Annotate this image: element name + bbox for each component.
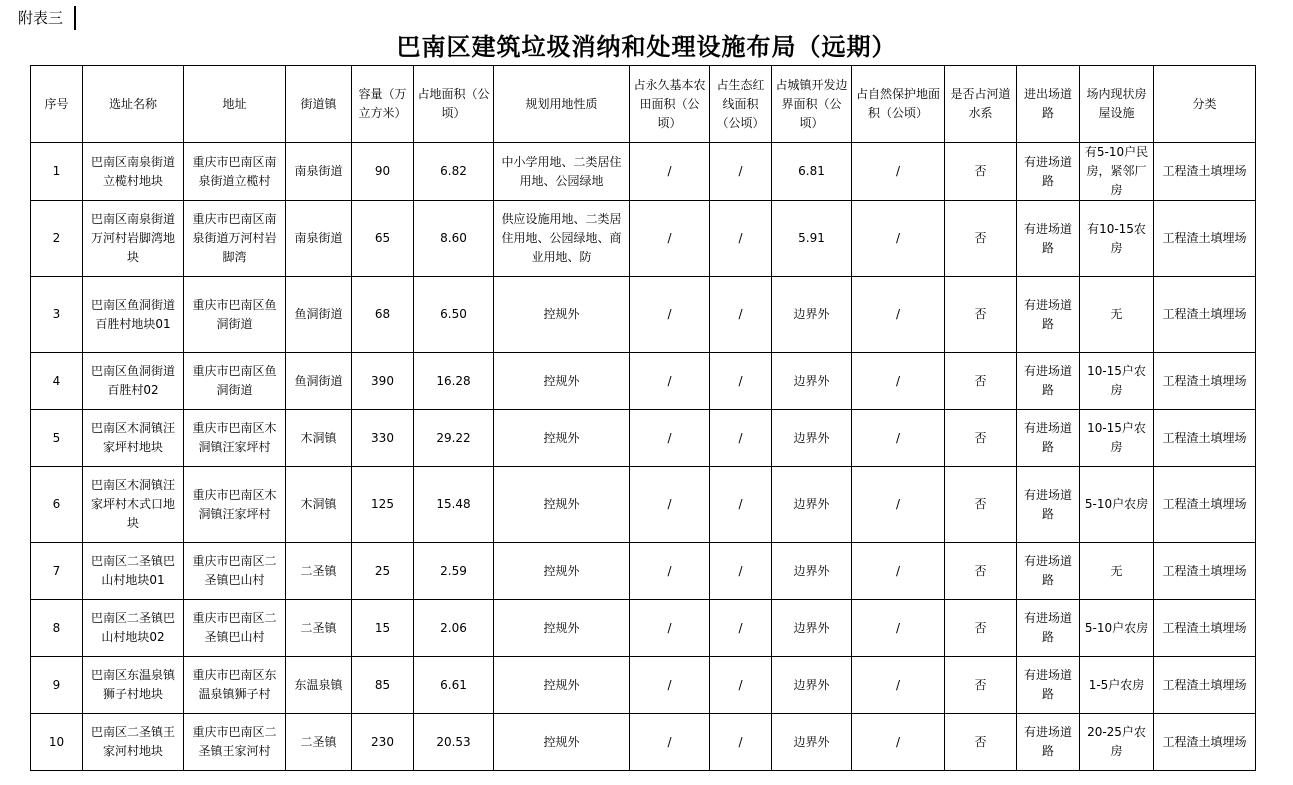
cell-access-road: 有进场道路 <box>1017 657 1080 714</box>
cell-land-use: 控规外 <box>494 657 630 714</box>
cell-buildings: 10-15户农房 <box>1080 353 1154 410</box>
cell-urban-boundary: 边界外 <box>772 410 852 467</box>
cell-address: 重庆市巴南区鱼洞街道 <box>184 277 286 353</box>
cell-land-use: 控规外 <box>494 277 630 353</box>
cell-address: 重庆市巴南区木洞镇汪家坪村 <box>184 467 286 543</box>
cell-farmland: / <box>630 657 710 714</box>
cell-address: 重庆市巴南区木洞镇汪家坪村 <box>184 410 286 467</box>
cell-buildings: 5-10户农房 <box>1080 600 1154 657</box>
cell-access-road: 有进场道路 <box>1017 201 1080 277</box>
table-row <box>31 201 1256 277</box>
cell-buildings: 20-25户农房 <box>1080 714 1154 771</box>
cell-eco-redline: / <box>710 657 772 714</box>
cell-urban-boundary: 边界外 <box>772 657 852 714</box>
cell-site-name: 巴南区木洞镇汪家坪村地块 <box>83 410 184 467</box>
cell-river: 否 <box>945 201 1017 277</box>
cell-capacity: 330 <box>352 410 414 467</box>
cell-river: 否 <box>945 143 1017 201</box>
facility-table <box>30 65 1256 771</box>
header-farmland: 占永久基本农田面积（公顷） <box>630 66 710 143</box>
cell-site-name: 巴南区南泉街道立榄村地块 <box>83 143 184 201</box>
cell-eco-redline: / <box>710 467 772 543</box>
cell-farmland: / <box>630 467 710 543</box>
cell-area: 20.53 <box>414 714 494 771</box>
cell-capacity: 65 <box>352 201 414 277</box>
cell-land-use: 控规外 <box>494 410 630 467</box>
cell-river: 否 <box>945 410 1017 467</box>
cell-access-road: 有进场道路 <box>1017 143 1080 201</box>
table-row <box>31 143 1256 201</box>
cell-nature-reserve: / <box>852 410 945 467</box>
cell-site-name: 巴南区二圣镇巴山村地块02 <box>83 600 184 657</box>
header-river: 是否占河道水系 <box>945 66 1017 143</box>
cell-street-town: 鱼洞街道 <box>286 277 352 353</box>
cell-buildings: 有10-15农房 <box>1080 201 1154 277</box>
text-cursor <box>74 6 76 30</box>
cell-nature-reserve: / <box>852 467 945 543</box>
cell-buildings: 无 <box>1080 543 1154 600</box>
cell-farmland: / <box>630 543 710 600</box>
cell-category: 工程渣土填埋场 <box>1154 353 1256 410</box>
header-row <box>31 66 1256 143</box>
cell-category: 工程渣土填埋场 <box>1154 714 1256 771</box>
cell-category: 工程渣土填埋场 <box>1154 543 1256 600</box>
cell-address: 重庆市巴南区二圣镇巴山村 <box>184 543 286 600</box>
cell-buildings: 5-10户农房 <box>1080 467 1154 543</box>
cell-category: 工程渣土填埋场 <box>1154 201 1256 277</box>
cell-address: 重庆市巴南区东温泉镇狮子村 <box>184 657 286 714</box>
header-nature-reserve: 占自然保护地面积（公顷） <box>852 66 945 143</box>
cell-area: 6.61 <box>414 657 494 714</box>
cell-capacity: 90 <box>352 143 414 201</box>
cell-index: 4 <box>31 353 83 410</box>
cell-index: 2 <box>31 201 83 277</box>
cell-area: 6.82 <box>414 143 494 201</box>
cell-category: 工程渣土填埋场 <box>1154 410 1256 467</box>
header-buildings: 场内现状房屋设施 <box>1080 66 1154 143</box>
cell-site-name: 巴南区二圣镇王家河村地块 <box>83 714 184 771</box>
header-access-road: 进出场道路 <box>1017 66 1080 143</box>
cell-eco-redline: / <box>710 353 772 410</box>
cell-nature-reserve: / <box>852 353 945 410</box>
cell-capacity: 15 <box>352 600 414 657</box>
cell-site-name: 巴南区鱼洞街道百胜村地块01 <box>83 277 184 353</box>
cell-area: 6.50 <box>414 277 494 353</box>
cell-access-road: 有进场道路 <box>1017 543 1080 600</box>
cell-buildings: 1-5户农房 <box>1080 657 1154 714</box>
cell-street-town: 鱼洞街道 <box>286 353 352 410</box>
cell-area: 8.60 <box>414 201 494 277</box>
cell-land-use: 控规外 <box>494 600 630 657</box>
cell-index: 8 <box>31 600 83 657</box>
cell-capacity: 85 <box>352 657 414 714</box>
cell-land-use: 控规外 <box>494 353 630 410</box>
table-row <box>31 600 1256 657</box>
cell-street-town: 南泉街道 <box>286 143 352 201</box>
header-capacity: 容量（万立方米） <box>352 66 414 143</box>
cell-nature-reserve: / <box>852 143 945 201</box>
cell-river: 否 <box>945 600 1017 657</box>
header-street-town: 街道镇 <box>286 66 352 143</box>
table-row <box>31 467 1256 543</box>
cell-site-name: 巴南区东温泉镇狮子村地块 <box>83 657 184 714</box>
cell-category: 工程渣土填埋场 <box>1154 143 1256 201</box>
cell-nature-reserve: / <box>852 714 945 771</box>
cell-category: 工程渣土填埋场 <box>1154 657 1256 714</box>
cell-street-town: 东温泉镇 <box>286 657 352 714</box>
header-eco-redline: 占生态红线面积（公顷） <box>710 66 772 143</box>
cell-capacity: 125 <box>352 467 414 543</box>
cell-area: 29.22 <box>414 410 494 467</box>
cell-eco-redline: / <box>710 714 772 771</box>
cell-site-name: 巴南区木洞镇汪家坪村木式口地块 <box>83 467 184 543</box>
cell-area: 16.28 <box>414 353 494 410</box>
cell-access-road: 有进场道路 <box>1017 277 1080 353</box>
cell-land-use: 供应设施用地、二类居住用地、公园绿地、商业用地、防 <box>494 201 630 277</box>
table-row <box>31 657 1256 714</box>
cell-address: 重庆市巴南区南泉街道立榄村 <box>184 143 286 201</box>
appendix-label: 附表三 <box>18 9 64 27</box>
cell-street-town: 二圣镇 <box>286 600 352 657</box>
cell-nature-reserve: / <box>852 657 945 714</box>
cell-nature-reserve: / <box>852 201 945 277</box>
cell-street-town: 南泉街道 <box>286 201 352 277</box>
cell-buildings: 无 <box>1080 277 1154 353</box>
cell-area: 15.48 <box>414 467 494 543</box>
table-row <box>31 543 1256 600</box>
cell-farmland: / <box>630 600 710 657</box>
cell-nature-reserve: / <box>852 600 945 657</box>
cell-capacity: 390 <box>352 353 414 410</box>
cell-access-road: 有进场道路 <box>1017 353 1080 410</box>
cell-farmland: / <box>630 353 710 410</box>
cell-access-road: 有进场道路 <box>1017 467 1080 543</box>
cell-capacity: 25 <box>352 543 414 600</box>
cell-farmland: / <box>630 714 710 771</box>
cell-address: 重庆市巴南区二圣镇王家河村 <box>184 714 286 771</box>
header-land-use: 规划用地性质 <box>494 66 630 143</box>
table-header <box>31 66 1256 143</box>
cell-nature-reserve: / <box>852 277 945 353</box>
cell-index: 10 <box>31 714 83 771</box>
cell-urban-boundary: 边界外 <box>772 714 852 771</box>
cell-farmland: / <box>630 410 710 467</box>
cell-index: 9 <box>31 657 83 714</box>
table-row <box>31 277 1256 353</box>
cell-access-road: 有进场道路 <box>1017 600 1080 657</box>
cell-urban-boundary: 6.81 <box>772 143 852 201</box>
cell-site-name: 巴南区南泉街道万河村岩脚湾地块 <box>83 201 184 277</box>
cell-area: 2.59 <box>414 543 494 600</box>
cell-river: 否 <box>945 714 1017 771</box>
cell-index: 6 <box>31 467 83 543</box>
cell-urban-boundary: 边界外 <box>772 543 852 600</box>
cell-farmland: / <box>630 143 710 201</box>
cell-site-name: 巴南区鱼洞街道百胜村02 <box>83 353 184 410</box>
cell-river: 否 <box>945 467 1017 543</box>
cell-access-road: 有进场道路 <box>1017 410 1080 467</box>
cell-urban-boundary: 边界外 <box>772 277 852 353</box>
cell-street-town: 木洞镇 <box>286 410 352 467</box>
cell-index: 3 <box>31 277 83 353</box>
cell-buildings: 10-15户农房 <box>1080 410 1154 467</box>
cell-address: 重庆市巴南区二圣镇巴山村 <box>184 600 286 657</box>
table-row <box>31 714 1256 771</box>
header-area: 占地面积（公顷） <box>414 66 494 143</box>
cell-category: 工程渣土填埋场 <box>1154 600 1256 657</box>
cell-eco-redline: / <box>710 543 772 600</box>
cell-street-town: 二圣镇 <box>286 543 352 600</box>
cell-eco-redline: / <box>710 600 772 657</box>
header-urban-boundary: 占城镇开发边界面积（公顷） <box>772 66 852 143</box>
cell-eco-redline: / <box>710 410 772 467</box>
cell-address: 重庆市巴南区鱼洞街道 <box>184 353 286 410</box>
cell-eco-redline: / <box>710 201 772 277</box>
cell-category: 工程渣土填埋场 <box>1154 277 1256 353</box>
cell-land-use: 控规外 <box>494 467 630 543</box>
cell-land-use: 控规外 <box>494 543 630 600</box>
header-category: 分类 <box>1154 66 1256 143</box>
cell-index: 7 <box>31 543 83 600</box>
header-index: 序号 <box>31 66 83 143</box>
cell-land-use: 中小学用地、二类居住用地、公园绿地 <box>494 143 630 201</box>
cell-site-name: 巴南区二圣镇巴山村地块01 <box>83 543 184 600</box>
cell-urban-boundary: 边界外 <box>772 353 852 410</box>
header-site-name: 选址名称 <box>83 66 184 143</box>
cell-address: 重庆市巴南区南泉街道万河村岩脚湾 <box>184 201 286 277</box>
cell-access-road: 有进场道路 <box>1017 714 1080 771</box>
cell-river: 否 <box>945 543 1017 600</box>
cell-street-town: 二圣镇 <box>286 714 352 771</box>
cell-urban-boundary: 5.91 <box>772 201 852 277</box>
cell-eco-redline: / <box>710 277 772 353</box>
page-title: 巴南区建筑垃圾消纳和处理设施布局（远期） <box>396 33 897 61</box>
cell-buildings: 有5-10户民房，紧邻厂房 <box>1080 143 1154 201</box>
cell-river: 否 <box>945 657 1017 714</box>
cell-index: 1 <box>31 143 83 201</box>
cell-river: 否 <box>945 277 1017 353</box>
cell-area: 2.06 <box>414 600 494 657</box>
table-row <box>31 353 1256 410</box>
cell-street-town: 木洞镇 <box>286 467 352 543</box>
cell-capacity: 68 <box>352 277 414 353</box>
cell-river: 否 <box>945 353 1017 410</box>
table-body <box>31 143 1256 771</box>
cell-land-use: 控规外 <box>494 714 630 771</box>
cell-capacity: 230 <box>352 714 414 771</box>
cell-urban-boundary: 边界外 <box>772 600 852 657</box>
cell-nature-reserve: / <box>852 543 945 600</box>
cell-category: 工程渣土填埋场 <box>1154 467 1256 543</box>
cell-eco-redline: / <box>710 143 772 201</box>
cell-farmland: / <box>630 277 710 353</box>
header-address: 地址 <box>184 66 286 143</box>
cell-farmland: / <box>630 201 710 277</box>
cell-urban-boundary: 边界外 <box>772 467 852 543</box>
cell-index: 5 <box>31 410 83 467</box>
table-row <box>31 410 1256 467</box>
